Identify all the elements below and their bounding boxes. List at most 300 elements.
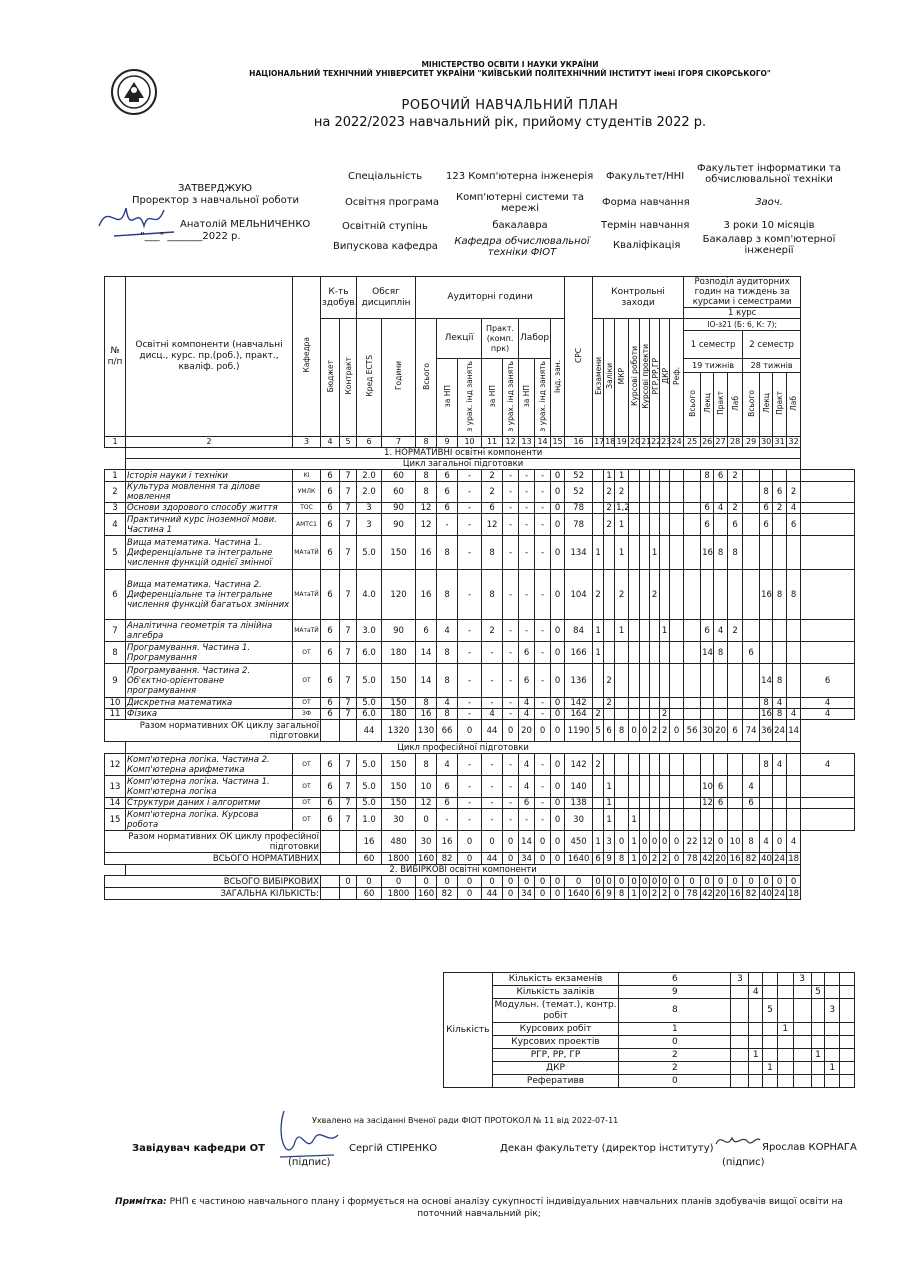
- table-cell: [640, 470, 650, 482]
- column-number-cell: 21: [641, 437, 652, 446]
- count-row: [444, 1075, 855, 1088]
- table-cell: [629, 698, 640, 709]
- table-cell: [760, 776, 773, 798]
- table-cell: [629, 536, 640, 570]
- table-cell: 16: [761, 709, 772, 719]
- table-cell: [670, 754, 684, 776]
- component-name: Програмування. Частина 2. Об'єктно-орієнтоване програмування: [126, 664, 293, 698]
- dean-name: Ярослав КОРНАГА: [762, 1142, 857, 1153]
- table-cell: [640, 776, 650, 798]
- table-cell: [604, 570, 615, 620]
- summary-cell: 0: [437, 876, 458, 888]
- summary-cell: 450: [565, 831, 593, 853]
- table-cell: -: [503, 642, 519, 664]
- table-cell: [714, 664, 728, 698]
- summary-cell: 0: [640, 831, 650, 853]
- table-cell: -: [458, 709, 482, 720]
- table-cell: 1: [615, 536, 629, 570]
- col-header-contract: Контракт: [340, 319, 357, 437]
- summary-cell: 0: [629, 720, 640, 742]
- count-row: [444, 1023, 855, 1036]
- department-code: ОТ: [293, 754, 321, 776]
- table-row: [105, 698, 855, 709]
- table-cell: 8: [714, 536, 728, 570]
- table-cell: [650, 642, 660, 664]
- table-cell: [714, 514, 728, 536]
- table-cell: -: [535, 620, 551, 642]
- table-row: [105, 470, 855, 482]
- table-cell: 8: [416, 754, 437, 776]
- col-header-srs: СРС: [565, 277, 593, 437]
- summary-cell: 34: [519, 888, 535, 900]
- component-name: Аналітична геометрія та лінійна алгебра: [126, 620, 293, 642]
- summary-cell: 0: [640, 720, 650, 742]
- summary-cell: [321, 720, 340, 742]
- row-number: 8: [105, 642, 126, 664]
- table-cell: [660, 776, 670, 798]
- table-cell: [743, 514, 760, 536]
- col-header-mkr: МКР: [615, 319, 629, 437]
- summary-cell: 6: [593, 853, 604, 865]
- table-cell: [684, 482, 701, 503]
- table-cell: [714, 754, 728, 776]
- col-header-w2-pract: Практ: [773, 373, 787, 437]
- table-cell: 150: [382, 536, 416, 570]
- department-code: АМТС1: [293, 514, 321, 536]
- summary-cell: 42: [702, 888, 713, 899]
- table-cell: -: [503, 798, 519, 809]
- table-row: [105, 503, 855, 514]
- count-sem2-cell: [793, 1036, 811, 1049]
- col-header-ects: Кред ECTS: [357, 319, 382, 437]
- table-cell: -: [482, 642, 503, 664]
- summary-cell: 36: [760, 720, 773, 742]
- summary-label: Разом нормативних ОК циклу загальної підготовки: [105, 720, 321, 742]
- summary-cell: 0: [551, 831, 565, 853]
- table-cell: 6: [321, 536, 340, 570]
- summary-cell: 0: [535, 888, 551, 900]
- table-cell: [629, 709, 640, 720]
- summary-cell: 42: [702, 853, 713, 864]
- table-cell: 16: [760, 570, 773, 620]
- summary-cell: 0: [565, 876, 593, 888]
- table-cell: [684, 709, 701, 720]
- count-name: ДКР: [492, 1062, 619, 1075]
- table-cell: -: [535, 709, 551, 720]
- summary-cell: 0: [650, 831, 660, 853]
- col-header-w1-lab: Лаб: [728, 373, 743, 437]
- count-sem1-cell: [731, 1075, 749, 1088]
- summary-cell: 8: [743, 831, 760, 853]
- summary-cell: 1800: [382, 853, 416, 865]
- count-row: [444, 1049, 855, 1062]
- table-cell: -: [503, 664, 519, 698]
- column-number-cell: 32: [788, 437, 799, 446]
- summary-cell: 0: [640, 888, 650, 900]
- table-cell: [615, 776, 629, 798]
- table-cell: -: [519, 514, 535, 536]
- table-cell: 8: [714, 642, 728, 664]
- table-cell: [760, 620, 773, 642]
- table-cell: [743, 809, 760, 831]
- summary-cell: 1: [629, 853, 640, 865]
- table-cell: 6: [519, 664, 535, 698]
- table-cell: -: [503, 709, 519, 720]
- summary-cell: 0: [503, 876, 519, 888]
- summary-cell: 24: [773, 720, 787, 742]
- ministry-name: МІНІСТЕРСТВО ОСВІТИ І НАУКИ УКРАЇНИ: [421, 60, 599, 69]
- table-cell: [650, 664, 660, 698]
- table-cell: 8: [482, 570, 503, 620]
- table-cell: 2: [604, 503, 615, 514]
- section-prof-cycle-row: [105, 742, 855, 754]
- count-sem2-cell: [825, 986, 840, 999]
- row-number: 4: [105, 514, 126, 536]
- summary-cell: 0: [743, 876, 760, 888]
- summary-label: ВСЬОГО ВИБІРКОВИХ: [105, 876, 321, 888]
- summary-cell: 0: [728, 876, 743, 888]
- table-row: [105, 536, 855, 570]
- summary-cell: 24: [774, 853, 785, 864]
- table-cell: 0: [551, 482, 565, 503]
- table-cell: -: [458, 809, 482, 831]
- summary-cell: 2: [650, 853, 660, 865]
- table-cell: 2: [604, 514, 615, 536]
- table-cell: 6: [701, 514, 714, 536]
- table-cell: [701, 698, 714, 709]
- table-cell: 78: [565, 503, 593, 514]
- table-cell: -: [458, 754, 482, 776]
- count-sem1-cell: [749, 1075, 763, 1088]
- table-cell: -: [535, 470, 551, 482]
- count-sem1-cell: 4: [749, 986, 763, 999]
- summary-cell: [321, 853, 340, 865]
- table-cell: 3: [357, 503, 382, 514]
- table-cell: 6: [416, 620, 437, 642]
- col-header-w2-lab: Лаб: [787, 373, 801, 437]
- row-number: 10: [105, 698, 126, 709]
- summary-cell: 16: [728, 888, 743, 900]
- summary-cell: [340, 831, 357, 853]
- table-cell: [760, 798, 773, 809]
- table-cell: 5.0: [357, 776, 382, 798]
- row-number: 7: [105, 620, 126, 642]
- section-general-cycle-row: [105, 459, 855, 470]
- table-cell: 138: [565, 798, 593, 809]
- count-value: 2: [619, 1049, 731, 1062]
- table-cell: 6: [321, 798, 340, 809]
- table-cell: 6: [321, 514, 340, 536]
- summary-cell: 24: [774, 888, 785, 899]
- table-cell: 8: [728, 536, 743, 570]
- count-sem1-cell: [731, 1036, 749, 1049]
- column-number-cell: 8: [416, 437, 437, 448]
- count-value: 0: [619, 1075, 731, 1088]
- column-number-cell: 14: [535, 437, 551, 448]
- col-header-exams: Екзамени: [593, 319, 604, 437]
- table-cell: [684, 698, 701, 709]
- table-cell: 4: [482, 709, 503, 720]
- university-name: НАЦІОНАЛЬНИЙ ТЕХНІЧНИЙ УНІВЕРСИТЕТ УКРАЇНИ "КИЇВСЬКИЙ ПОЛІТЕХНІЧНИЙ ІНСТИТУТ імені ІГОРЯ СІКОРСЬКОГО": [249, 69, 771, 78]
- table-cell: 8: [416, 482, 437, 503]
- summary-cell: 34: [519, 853, 535, 865]
- table-cell: -: [482, 698, 503, 709]
- table-cell: -: [519, 503, 535, 514]
- summary-cell: 16: [728, 853, 743, 865]
- table-cell: [728, 798, 743, 809]
- table-cell: [728, 642, 743, 664]
- section-normative: 1. НОРМАТИВНІ освітні компоненти: [126, 448, 801, 459]
- table-cell: [684, 514, 701, 536]
- table-cell: [629, 776, 640, 798]
- table-cell: -: [482, 809, 503, 831]
- summary-row: [105, 888, 855, 900]
- table-cell: [660, 503, 670, 514]
- head-sign-caption: (підпис): [288, 1157, 331, 1168]
- table-cell: [801, 776, 855, 798]
- header-block: [200, 60, 820, 78]
- count-sem1-cell: [749, 1023, 763, 1036]
- summary-cell: 0: [416, 876, 437, 888]
- count-sem1-cell: [731, 1049, 749, 1062]
- summary-cell: 56: [684, 720, 701, 742]
- table-cell: 2: [604, 482, 615, 503]
- count-name: Кількість екзаменів: [492, 973, 619, 986]
- column-number-cell: 27: [715, 437, 726, 446]
- summary-cell: 0: [760, 876, 773, 888]
- column-number-cell: 22: [651, 437, 662, 446]
- summary-cell: 14: [787, 720, 801, 742]
- column-number-cell: 24: [671, 437, 682, 446]
- table-cell: 8: [437, 709, 458, 720]
- table-cell: -: [503, 503, 519, 514]
- count-sem1-cell: [749, 1036, 763, 1049]
- approver-position: Проректор з навчальної роботи: [132, 195, 300, 206]
- count-name: Курсових робіт: [492, 1023, 619, 1036]
- level-label: Освітній ступінь: [342, 221, 428, 232]
- summary-cell: 0: [650, 876, 660, 888]
- table-cell: 6: [714, 776, 728, 798]
- table-cell: [684, 470, 701, 482]
- column-number-cell: 18: [605, 437, 616, 446]
- table-cell: 150: [382, 798, 416, 809]
- table-cell: 2: [787, 482, 801, 503]
- count-sem1-cell: [777, 1036, 793, 1049]
- table-cell: [650, 809, 660, 831]
- row-number: 9: [105, 664, 126, 698]
- table-cell: [728, 482, 743, 503]
- table-cell: 2: [615, 570, 629, 620]
- column-number-cell: 31: [774, 437, 785, 446]
- column-number-cell: 23: [661, 437, 672, 446]
- table-cell: 1: [593, 642, 604, 664]
- summary-cell: 60: [357, 853, 382, 865]
- table-cell: [728, 570, 743, 620]
- table-cell: [660, 514, 670, 536]
- summary-cell: 78: [684, 853, 701, 865]
- table-cell: 8: [760, 698, 773, 709]
- document-subtitle: на 2022/2023 навчальний рік, прийому студентів 2022 р.: [313, 115, 707, 130]
- count-row: [444, 1036, 855, 1049]
- section-elective-row: [105, 865, 855, 876]
- count-sem1-cell: 5: [763, 999, 778, 1023]
- table-cell: 6: [321, 776, 340, 798]
- col-header-w2-total: Всього: [743, 373, 760, 437]
- table-cell: [629, 642, 640, 664]
- count-sem1-cell: [777, 999, 793, 1023]
- summary-cell: 0: [458, 831, 482, 853]
- summary-cell: 0: [482, 876, 503, 888]
- table-cell: -: [519, 482, 535, 503]
- count-name: Курсових проектів: [492, 1036, 619, 1049]
- component-name: Культура мовлення та ділове мовлення: [126, 482, 293, 503]
- summary-cell: 0: [551, 888, 565, 900]
- table-cell: 1: [604, 809, 615, 831]
- table-cell: 4: [437, 698, 458, 709]
- summary-cell: 30: [416, 831, 437, 853]
- table-cell: [743, 620, 760, 642]
- table-cell: 12: [416, 798, 437, 809]
- department-code: ОТ: [293, 698, 321, 709]
- column-number-row: [105, 437, 855, 448]
- table-cell: 6: [321, 809, 340, 831]
- table-cell: -: [458, 470, 482, 482]
- summary-cell: 18: [788, 888, 800, 899]
- component-name: Практичний курс іноземної мови. Частина 1: [126, 514, 293, 536]
- count-sem1-cell: [777, 1062, 793, 1075]
- table-cell: [801, 536, 855, 570]
- summary-cell: 20: [714, 720, 728, 742]
- summary-row: [105, 831, 855, 853]
- column-number-cell: 1: [105, 437, 126, 448]
- row-number: 12: [105, 754, 126, 776]
- summary-cell: 78: [684, 888, 701, 900]
- department-code: ЗФ: [293, 709, 321, 720]
- table-cell: 2: [482, 620, 503, 642]
- table-cell: [743, 709, 760, 720]
- count-sem2-cell: 5: [811, 986, 825, 999]
- table-cell: 6: [743, 798, 760, 809]
- table-cell: [714, 570, 728, 620]
- summary-cell: 9: [604, 853, 615, 865]
- summary-label: ЗАГАЛЬНА КІЛЬКІСТЬ:: [105, 888, 321, 900]
- level-value: бакалавра: [492, 220, 548, 231]
- table-cell: -: [519, 536, 535, 570]
- table-cell: [701, 754, 714, 776]
- table-cell: [773, 514, 787, 536]
- table-cell: [604, 709, 615, 720]
- table-cell: [684, 754, 701, 776]
- table-cell: [773, 809, 787, 831]
- count-sem2-cell: [825, 1036, 840, 1049]
- section-normative-row: [105, 448, 855, 459]
- table-cell: [650, 514, 660, 536]
- count-sem2-cell: [811, 973, 825, 986]
- summary-row: [105, 720, 855, 742]
- table-cell: -: [535, 798, 551, 809]
- column-number-cell: 3: [293, 437, 321, 448]
- table-cell: 6: [760, 503, 773, 514]
- table-cell: 6.0: [357, 642, 382, 664]
- table-cell: [615, 754, 629, 776]
- table-cell: [629, 754, 640, 776]
- summary-cell: 44: [357, 720, 382, 742]
- component-name: Програмування. Частина 1. Програмування: [126, 642, 293, 664]
- table-cell: 7: [340, 470, 357, 482]
- table-cell: -: [535, 503, 551, 514]
- summary-cell: 16: [437, 831, 458, 853]
- table-cell: [670, 776, 684, 798]
- table-cell: 4: [773, 754, 787, 776]
- summary-cell: 74: [743, 720, 760, 742]
- table-cell: [593, 798, 604, 809]
- table-cell: [670, 482, 684, 503]
- table-cell: [760, 642, 773, 664]
- table-cell: [593, 514, 604, 536]
- table-cell: [670, 809, 684, 831]
- table-cell: [650, 482, 660, 503]
- summary-cell: 82: [437, 888, 458, 900]
- table-cell: [701, 482, 714, 503]
- table-cell: -: [458, 482, 482, 503]
- count-sem2-cell: [825, 1075, 840, 1088]
- table-cell: [787, 642, 801, 664]
- table-cell: -: [535, 809, 551, 831]
- table-cell: 0: [551, 809, 565, 831]
- col-header-hours: Години: [382, 319, 416, 437]
- table-row: [105, 664, 855, 698]
- table-cell: 4: [519, 754, 535, 776]
- column-number-cell: 29: [743, 437, 760, 448]
- col-header-distribution: Розподіл аудиторних годин на тиждень за курсами і семестрами: [684, 277, 801, 308]
- department-code: МАтаТЙ: [293, 536, 321, 570]
- table-cell: 0: [416, 809, 437, 831]
- summary-cell: 4: [760, 831, 773, 853]
- count-sem2-cell: [840, 973, 855, 986]
- summary-cell: 0: [629, 876, 640, 888]
- component-name: Фізика: [126, 709, 293, 720]
- column-number-cell: 20: [630, 437, 641, 446]
- col-header-course-projects: Курсові проекти: [640, 319, 650, 437]
- count-sem1-cell: 1: [777, 1023, 793, 1036]
- count-sem2-cell: 1: [825, 1062, 840, 1075]
- table-cell: [684, 664, 701, 698]
- table-cell: [593, 776, 604, 798]
- table-cell: 14: [416, 664, 437, 698]
- table-cell: 4: [801, 709, 855, 720]
- table-cell: -: [503, 620, 519, 642]
- col-header-practice: Практ. (комп. прк): [482, 319, 519, 359]
- table-cell: [714, 482, 728, 503]
- summary-cell: 0: [551, 876, 565, 888]
- table-cell: -: [482, 664, 503, 698]
- count-sem2-cell: [825, 1023, 840, 1036]
- count-sem2-cell: [793, 1062, 811, 1075]
- table-cell: [701, 809, 714, 831]
- table-cell: -: [458, 776, 482, 798]
- component-name: Структури даних і алгоритми: [126, 798, 293, 809]
- table-cell: 0: [551, 536, 565, 570]
- study-plan-table: [104, 276, 855, 900]
- table-cell: [604, 620, 615, 642]
- count-name: РГР, РР, ГР: [492, 1049, 619, 1062]
- table-row: [105, 798, 855, 809]
- dept-label: Випускова кафедра: [333, 241, 438, 252]
- table-cell: 8: [437, 570, 458, 620]
- table-cell: 52: [565, 482, 593, 503]
- summary-cell: 18: [788, 853, 800, 864]
- dept-value: Кафедра обчислювальної техніки ФІОТ: [454, 236, 590, 258]
